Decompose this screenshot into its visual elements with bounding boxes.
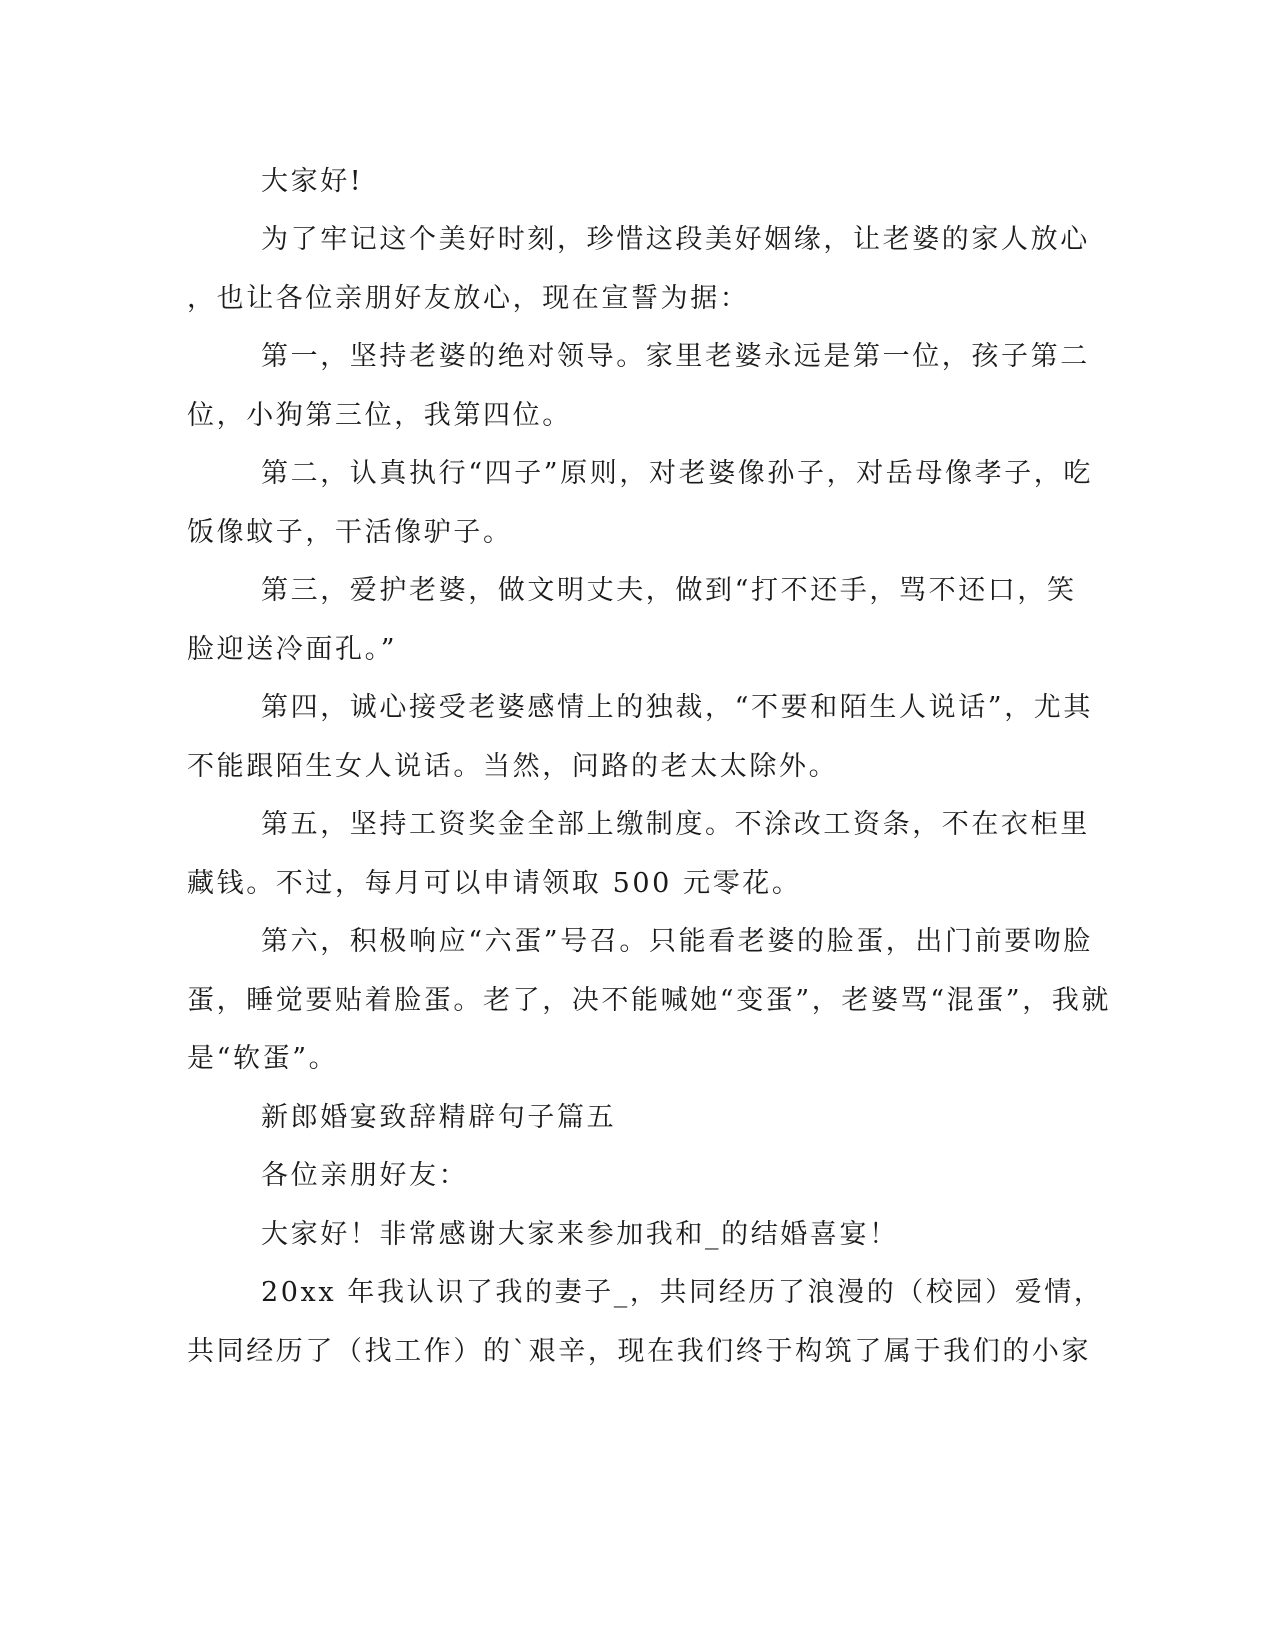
paragraph-line: 不能跟陌生女人说话。当然，问路的老太太除外。 (187, 751, 839, 782)
paragraph-line: 第三，爱护老婆，做文明丈夫，做到“打不还手，骂不还口，笑 (261, 575, 1077, 606)
paragraph-line: 第四，诚心接受老婆感情上的独裁，“不要和陌生人说话”，尤其 (261, 692, 1094, 723)
paragraph-line: 位，小狗第三位，我第四位。 (187, 400, 572, 431)
paragraph-line: 第一，坚持老婆的绝对领导。家里老婆永远是第一位，孩子第二 (261, 341, 1090, 372)
greeting-line: 大家好! (261, 166, 364, 197)
paragraph-line: 第五，坚持工资奖金全部上缴制度。不涂改工资条，不在衣柜里 (261, 809, 1090, 840)
paragraph-line: 第二，认真执行“四子”原则，对老婆像孙子，对岳母像孝子，吃 (261, 458, 1094, 489)
paragraph-line: 第六，积极响应“六蛋”号召。只能看老婆的脸蛋，出门前要吻脸 (261, 926, 1094, 957)
salutation-line: 各位亲朋好友： (261, 1160, 469, 1191)
paragraph-line: 大家好！非常感谢大家来参加我和_的结婚喜宴！ (261, 1219, 899, 1250)
paragraph-line: 是“软蛋”。 (187, 1043, 339, 1074)
paragraph-line: 为了牢记这个美好时刻，珍惜这段美好姻缘，让老婆的家人放心 (261, 224, 1090, 255)
paragraph-line: 藏钱。不过，每月可以申请领取 500 元零花。 (187, 868, 802, 899)
paragraph-line: 饭像蚊子，干活像驴子。 (187, 517, 513, 548)
paragraph-line: 20xx 年我认识了我的妻子_，共同经历了浪漫的（校园）爱情， (261, 1277, 1104, 1308)
paragraph-line: ，也让各位亲朋好友放心，现在宣誓为据： (187, 283, 750, 314)
paragraph-line: 蛋，睡觉要贴着脸蛋。老了，决不能喊她“变蛋”，老婆骂“混蛋”，我就 (187, 985, 1112, 1016)
paragraph-line: 脸迎送冷面孔。” (187, 634, 398, 665)
paragraph-line: 共同经历了（找工作）的`艰辛，现在我们终于构筑了属于我们的小家 (187, 1336, 1092, 1367)
section-heading: 新郎婚宴致辞精辟句子篇五 (261, 1102, 617, 1133)
